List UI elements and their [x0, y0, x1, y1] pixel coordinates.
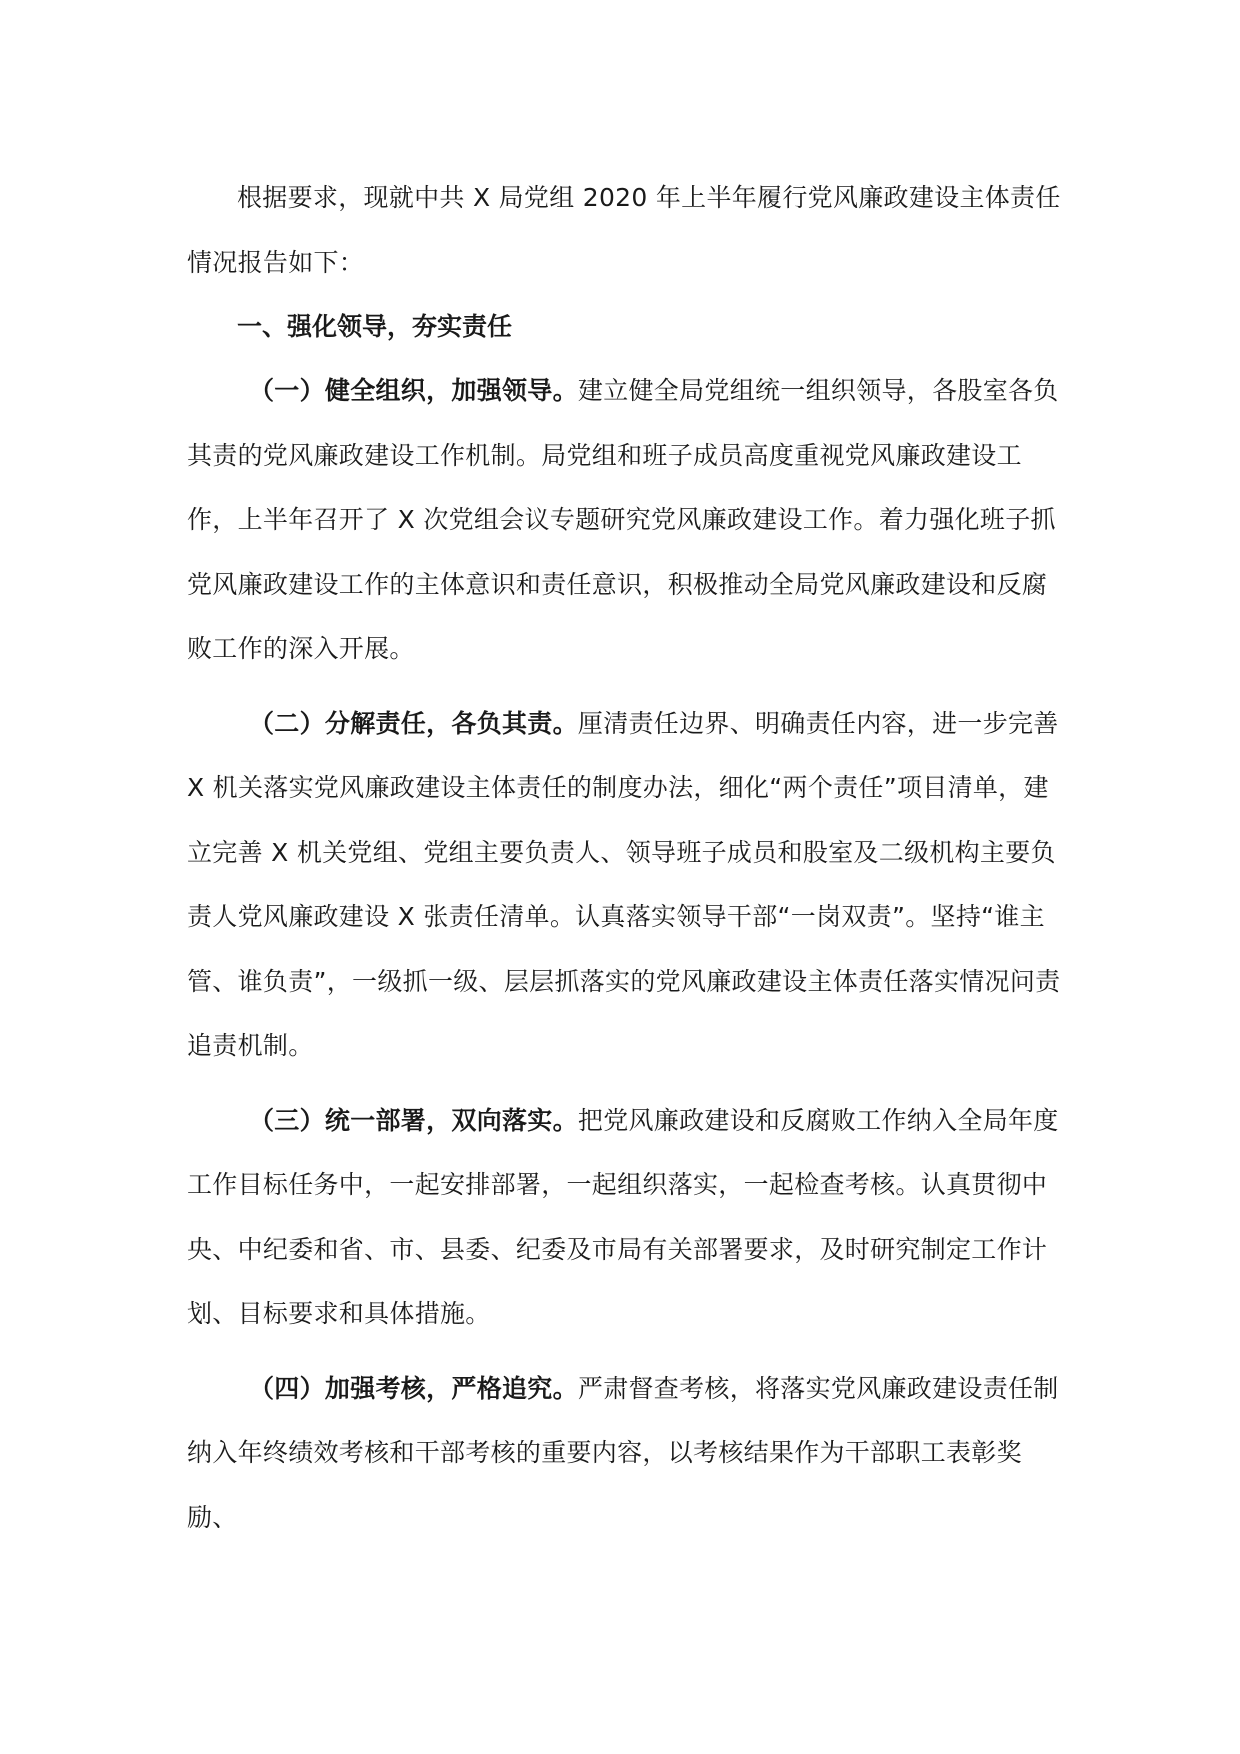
intro-paragraph: 根据要求，现就中共 X 局党组 2020 年上半年履行党风廉政建设主体责任情况报告如下： — [187, 183, 1061, 277]
item-lead: （二）分解责任，各负其责。 — [249, 708, 578, 738]
item-paragraph — [187, 1089, 1067, 1347]
item-lead: （三）统一部署，双向落实。 — [249, 1105, 578, 1135]
item-body: 厘清责任边界、明确责任内容，进一步完善 X 机关落实党风廉政建设主体责任的制度办法，细化“两个责任”项目清单，建立完善 X 机关党组、党组主要负责人、领导班子成员和股室及二级机构主要负责人党风廉政建设 X 张责任清单。认真落实领导干部“一岗双责”。坚持“谁主管、谁负责”，一级抓一级、层层抓落实的党风廉政建设主体责任落实情况问责追责机制。 — [187, 708, 1061, 1060]
item-paragraph — [187, 692, 1067, 1079]
section-heading: 一、强化领导，夯实责任 — [237, 312, 513, 341]
item-body: 严肃督查考核，将落实党风廉政建设责任制纳入年终绩效考核和干部考核的重要内容，以考核结果作为干部职工表彰奖励、 — [187, 1373, 1059, 1532]
item-body: 建立健全局党组统一组织领导，各股室各负其责的党风廉政建设工作机制。局党组和班子成员高度重视党风廉政建设工作，上半年召开了 X 次党组会议专题研究党风廉政建设工作。着力强化班子抓党风廉政建设工作的主体意识和责任意识，积极推动全局党风廉政建设和反腐败工作的深入开展。 — [187, 376, 1059, 663]
item-paragraph — [187, 359, 1067, 682]
item-lead: （四）加强考核，严格追究。 — [249, 1373, 578, 1403]
item-body: 把党风廉政建设和反腐败工作纳入全局年度工作目标任务中，一起安排部署，一起组织落实，一起检查考核。认真贯彻中央、中纪委和省、市、县委、纪委及市局有关部署要求，及时研究制定工作计划、目标要求和具体措施。 — [187, 1105, 1059, 1328]
document-body — [187, 166, 1067, 1550]
item-lead: （一）健全组织，加强领导。 — [249, 376, 578, 405]
item-paragraph — [187, 1357, 1067, 1551]
